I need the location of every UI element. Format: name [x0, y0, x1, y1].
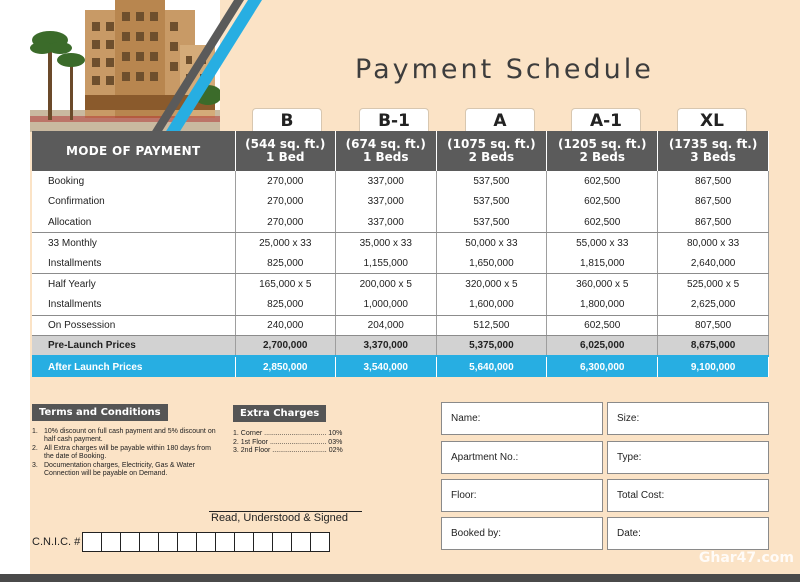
cnic-digit-box[interactable]	[158, 532, 178, 552]
tab-a: A	[465, 108, 535, 132]
table-row: Allocation 270,000 337,000 537,500 602,500 867,500	[32, 212, 769, 233]
tab-b-1: B-1	[359, 108, 429, 132]
bottom-bar	[0, 574, 800, 582]
signature-label: Read, Understood & Signed	[211, 512, 348, 524]
floor-field[interactable]: Floor:	[441, 479, 603, 512]
name-field[interactable]: Name:	[441, 402, 603, 435]
table-row: Half Yearly 165,000 x 5 200,000 x 5 320,000 x 5 360,000 x 5 525,000 x 5	[32, 274, 769, 295]
booked-by-field[interactable]: Booked by:	[441, 517, 603, 550]
cnic-label: C.N.I.C. #	[32, 536, 81, 548]
tab-b: B	[252, 108, 322, 132]
list-item: 2. All Extra charges will be payable within 180 days from the date of Booking.	[32, 444, 211, 461]
column-header: (1075 sq. ft.) 2 Beds	[436, 131, 547, 171]
terms-list	[32, 428, 222, 478]
tab-a-1: A-1	[571, 108, 641, 132]
date-field[interactable]: Date:	[607, 517, 769, 550]
list-item: 3. Documentation charges, Electricity, Gas & Water Connection will be payable on Demand.	[32, 461, 195, 478]
column-header: (674 sq. ft.) 1 Beds	[336, 131, 437, 171]
mode-of-payment-header: MODE OF PAYMENT	[32, 131, 235, 171]
after-launch-row: After Launch Prices 2,850,000 3,540,000 5,640,000 6,300,000 9,100,000	[32, 356, 769, 377]
tab-xl: XL	[677, 108, 747, 132]
cnic-digit-box[interactable]	[253, 532, 273, 552]
cnic-digit-box[interactable]	[310, 532, 330, 552]
apartment-no-field[interactable]: Apartment No.:	[441, 441, 603, 474]
table-row: Confirmation 270,000 337,000 537,500 602,500 867,500	[32, 192, 769, 213]
cnic-digit-box[interactable]	[196, 532, 216, 552]
cnic-digit-box[interactable]	[101, 532, 121, 552]
column-header: (544 sq. ft.) 1 Bed	[235, 131, 336, 171]
table-row: Installments 825,000 1,155,000 1,650,000 1,815,000 2,640,000	[32, 253, 769, 274]
cnic-digit-box[interactable]	[139, 532, 159, 552]
cnic-digit-box[interactable]	[215, 532, 235, 552]
list-item: 2. 1st Floor ............................. 03%	[233, 438, 343, 446]
column-header: (1735 sq. ft.) 3 Beds	[658, 131, 769, 171]
terms-heading: Terms and Conditions	[32, 404, 168, 421]
cnic-boxes[interactable]	[83, 532, 330, 552]
table-row: 33 Monthly 25,000 x 33 35,000 x 33 50,000 x 33 55,000 x 33 80,000 x 33	[32, 233, 769, 254]
list-item: 1. Corner ................................ 10%	[233, 430, 343, 437]
table-row: Installments 825,000 1,000,000 1,600,000 1,800,000 2,625,000	[32, 295, 769, 316]
table-header-row	[32, 131, 769, 171]
extra-charges-list	[233, 430, 373, 456]
cnic-digit-box[interactable]	[272, 532, 292, 552]
total-cost-field[interactable]: Total Cost:	[607, 479, 769, 512]
extra-charges-heading: Extra Charges	[233, 405, 326, 422]
pre-launch-row: Pre-Launch Prices 2,700,000 3,370,000 5,375,000 6,025,000 8,675,000	[32, 336, 769, 357]
list-item: 1. 10% discount on full cash payment and 5% discount on half cash payment.	[32, 428, 216, 444]
watermark: Ghar47.com	[698, 550, 794, 566]
size-field[interactable]: Size:	[607, 402, 769, 435]
payment-table	[32, 131, 769, 377]
list-item: 3. 2nd Floor ............................ 02%	[233, 447, 343, 455]
column-header: (1205 sq. ft.) 2 Beds	[547, 131, 658, 171]
cnic-digit-box[interactable]	[177, 532, 197, 552]
cnic-digit-box[interactable]	[291, 532, 311, 552]
table-row: On Possession 240,000 204,000 512,500 602,500 807,500	[32, 315, 769, 336]
page-title: Payment Schedule	[355, 54, 654, 85]
table-row: Booking 270,000 337,000 537,500 602,500 867,500	[32, 171, 769, 192]
cnic-field	[32, 532, 330, 552]
cnic-digit-box[interactable]	[120, 532, 140, 552]
type-field[interactable]: Type:	[607, 441, 769, 474]
left-margin-strip	[0, 0, 30, 582]
cnic-digit-box[interactable]	[234, 532, 254, 552]
cnic-digit-box[interactable]	[82, 532, 102, 552]
